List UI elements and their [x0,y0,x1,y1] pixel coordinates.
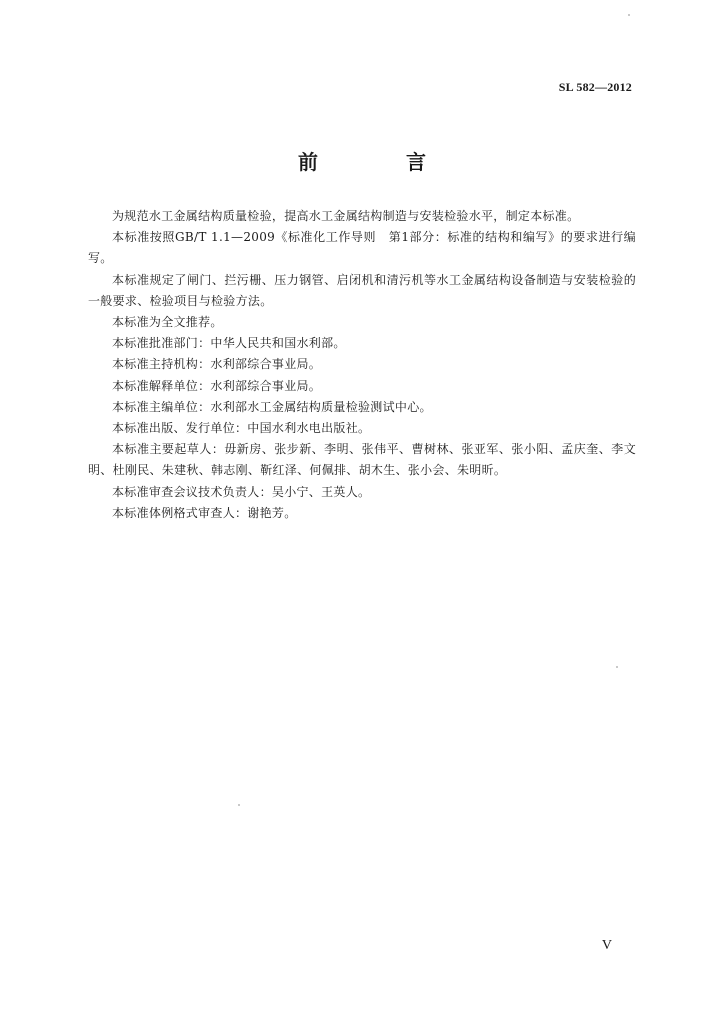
paragraph-interpreting-unit: 本标准解释单位：水利部综合事业局。 [112,378,322,393]
foreword-body [88,206,636,524]
paragraph-host-org: 本标准主持机构：水利部综合事业局。 [112,357,322,372]
paragraph-drafters: 本标准主要起草人：毋新房、张步新、李明、张伟平、曹树林、张亚军、张小阳、孟庆奎、李文明、杜刚民、朱建秋、韩志刚、靳红泽、何佩排、胡木生、张小会、朱明昕。 [88,442,636,478]
scan-speck [238,804,240,806]
scan-speck [616,666,618,668]
paragraph-technical-reviewers: 本标准审查会议技术负责人：吴小宁、王英人。 [112,484,371,499]
page-number: V [601,938,612,953]
paragraph-scope: 本标准规定了闸门、拦污栅、压力钢管、启闭机和清污机等水工金属结构设备制造与安装检验的一般要求、检验项目与检验方法。 [88,272,636,308]
paragraph-format-reviewer: 本标准体例格式审查人：谢艳芳。 [112,505,297,520]
paragraph-chief-editor: 本标准主编单位：水利部水工金属结构质量检验测试中心。 [112,399,432,414]
paragraph-approving-dept: 本标准批准部门：中华人民共和国水利部。 [112,336,346,351]
paragraph-drafting-rules: 本标准按照GB/T 1.1—2009《标准化工作导则 第1部分：标准的结构和编写》的要求进行编写。 [88,230,636,266]
page-title: 前 言 [298,150,460,174]
paragraph-publisher: 本标准出版、发行单位：中国水利水电出版社。 [112,421,371,436]
standard-code-header: SL 582—2012 [558,80,632,94]
paragraph-purpose: 为规范水工金属结构质量检验，提高水工金属结构制造与安装检验水平，制定本标准。 [112,209,580,223]
paragraph-recommendation: 本标准为全文推荐。 [112,315,223,330]
scan-speck [628,14,630,16]
